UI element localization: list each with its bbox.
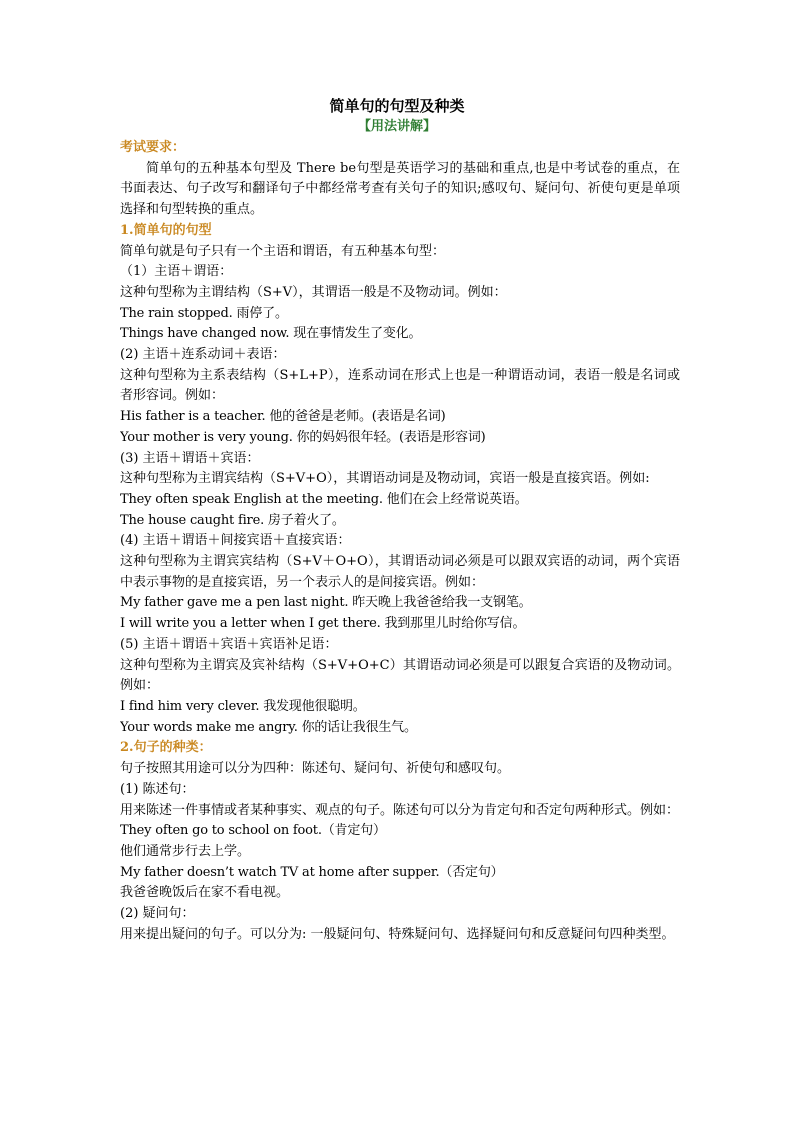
sentence-type1-example-2: My father doesn’t watch TV at home after supper.（否定句） <box>120 864 504 880</box>
exam-text: 简单句的五种基本句型及 There be句型是英语学习的基础和重点,也是中考试卷的重点，在书面表达、句子改写和翻译句子中都经常考查有关句子的知识;感叹句、疑问句、祈使句更是单项选择和句型转换的重点。 <box>120 160 680 218</box>
section2-intro: 句子按照其用途可以分为四种：陈述句、疑问句、祈使句和感叹句。 <box>120 761 511 777</box>
pattern4-example-2: I will write you a letter when I get there. 我到那里儿时给你写信。 <box>120 616 526 632</box>
pattern4-description: 这种句型称为主谓宾宾结构（S+V＋O+O），其谓语动词必须是可以跟双宾语的动词，两个宾语中表示事物的是直接宾语，另一个表示人的是间接宾语。例如： <box>120 554 680 590</box>
pattern5-description: 这种句型称为主谓宾及宾补结构（S+V+O+C）其谓语动词必须是可以跟复合宾语的及物动词。例如： <box>120 657 680 694</box>
sentence-type2-description: 用来提出疑问的句子。可以分为: 一般疑问句、特殊疑问句、选择疑问句和反意疑问句四种类型。 <box>120 926 675 942</box>
pattern3-description: 这种句型称为主谓宾结构（S+V+O），其谓语动词是及物动词，宾语一般是直接宾语。例如: <box>120 471 650 487</box>
sentence-type1-description: 用来陈述一件事情或者某种事实、观点的句子。陈述句可以分为肯定句和否定句两种形式。例如： <box>120 802 680 818</box>
sentence-type1-example-1-translation: 他们通常步行去上学。 <box>120 843 251 859</box>
page-title: 简单句的句型及种类 <box>329 97 465 115</box>
pattern1-example-1: The rain stopped. 雨停了。 <box>120 305 288 321</box>
pattern4-heading: (4) 主语＋谓语＋间接宾语＋直接宾语： <box>120 533 351 549</box>
pattern4-example-1: My father gave me a pen last night. 昨天晚上我爸爸给我一支钢笔。 <box>120 595 532 611</box>
exam-heading: 考试要求： <box>120 140 186 155</box>
pattern2-example-1: His father is a teacher. 他的爸爸是老师。(表语是名词) <box>120 409 446 425</box>
pattern5-heading: (5) 主语＋谓语＋宾语＋宾语补足语： <box>120 636 338 652</box>
pattern1-example-2: Things have changed now. 现在事情发生了变化。 <box>120 326 422 342</box>
section1-heading: 1.简单句的句型 <box>120 222 212 238</box>
pattern3-example-1: They often speak English at the meeting. 他们在会上经常说英语。 <box>120 491 528 507</box>
sentence-type1-example-1: They often go to school on foot.（肯定句） <box>120 823 386 839</box>
section2-heading: 2.句子的种类： <box>120 740 212 756</box>
pattern2-description: 这种句型称为主系表结构（S+L+P），连系动词在形式上也是一种谓语动词，表语一般是名词或者形容词。例如： <box>120 367 680 404</box>
sentence-type1-heading: (1) 陈述句： <box>120 781 195 797</box>
document-body <box>120 138 680 945</box>
pattern1-description: 这种句型称为主谓结构（S+V），其谓语一般是不及物动词。例如： <box>120 284 507 300</box>
pattern5-example-1: I find him very clever. 我发现他很聪明。 <box>120 698 366 714</box>
pattern3-heading: (3) 主语＋谓语＋宾语： <box>120 450 260 466</box>
pattern2-heading: (2) 主语＋连系动词＋表语： <box>120 347 286 363</box>
sentence-type2-heading: (2) 疑问句： <box>120 906 195 922</box>
sentence-type1-example-2-translation: 我爸爸晚饭后在家不看电视。 <box>120 885 290 901</box>
pattern2-example-2: Your mother is very young. 你的妈妈很年轻。(表语是形容词) <box>120 429 486 445</box>
pattern1-heading: （1）主语＋谓语： <box>120 264 233 280</box>
page-subtitle: 【用法讲解】 <box>357 119 436 134</box>
pattern5-example-2: Your words make me angry. 你的话让我很生气。 <box>120 719 417 735</box>
section1-intro: 简单句就是句子只有一个主语和谓语，有五种基本句型： <box>120 243 446 259</box>
pattern3-example-2: The house caught fire. 房子着火了。 <box>120 512 345 528</box>
